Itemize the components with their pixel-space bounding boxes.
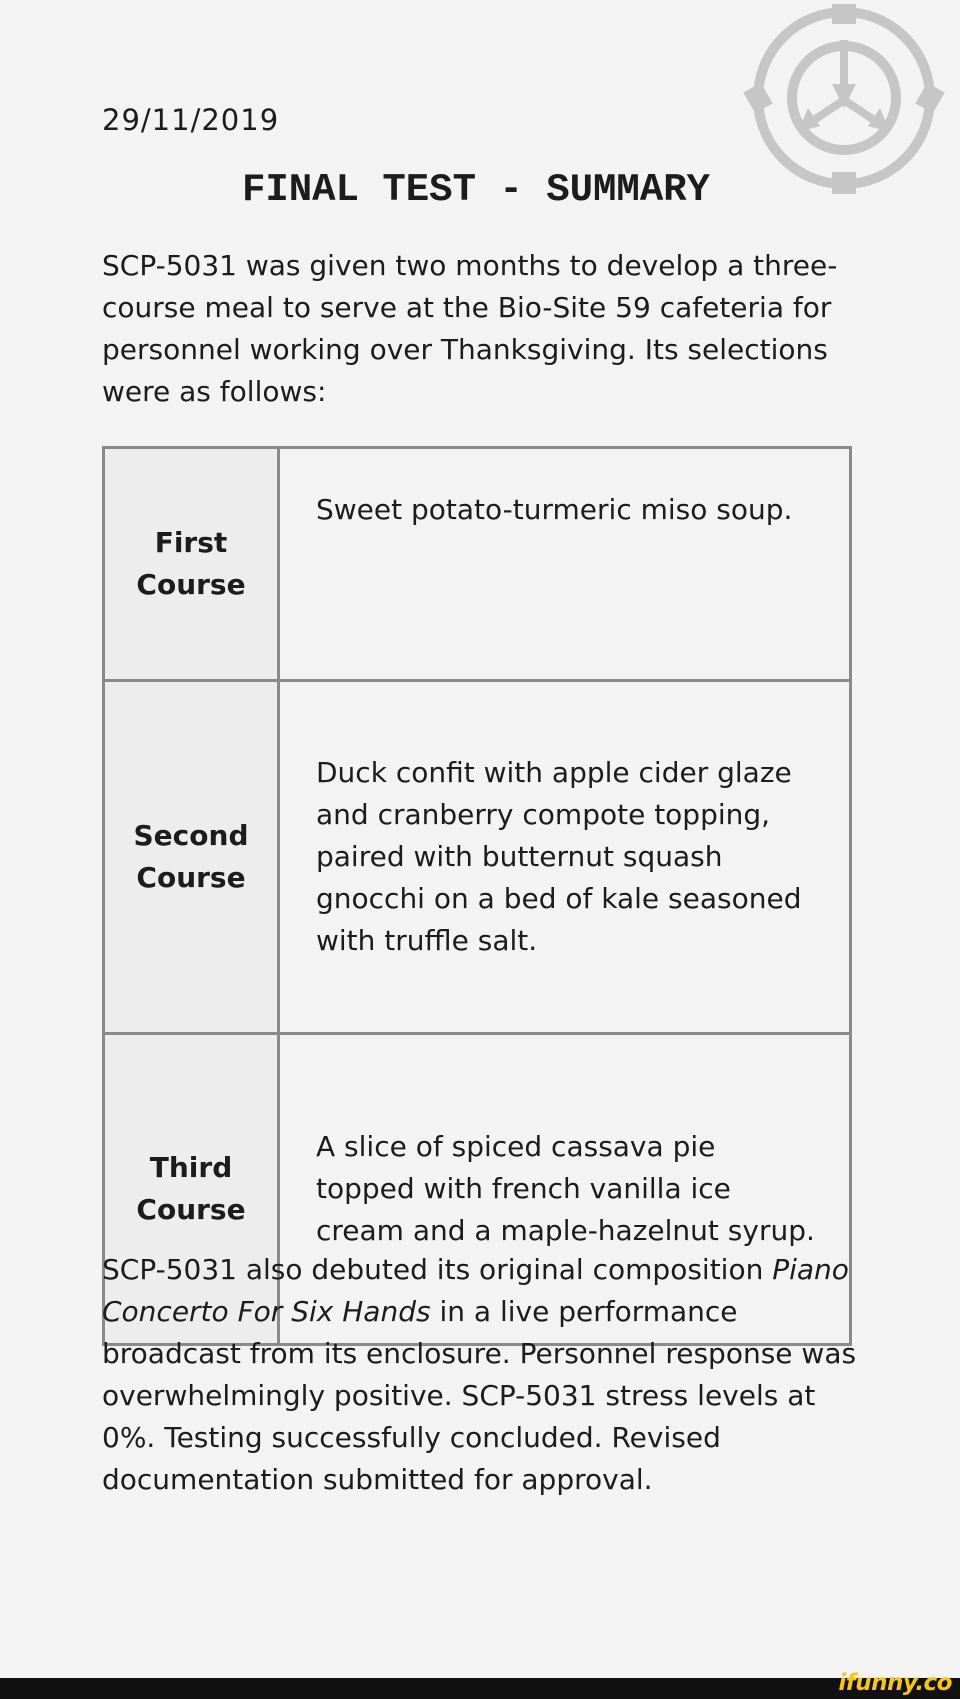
course-dish: Duck confit with apple cider glaze and cranberry compote topping, paired with butternut squash gnocchi on a bed of kale seasoned with truffle salt. [279,681,851,1034]
report-date: 29/11/2019 [102,103,280,137]
menu-table [102,446,852,1346]
ifunny-watermark: ifunny.co [838,1670,952,1696]
course-label: First Course [104,448,279,681]
table-row [104,448,851,681]
composition-title: Piano Concerto For Six Hands [102,1253,849,1328]
outro-text-start: SCP-5031 also debuted its original composition [102,1253,773,1286]
table-row [104,681,851,1034]
course-label: Second Course [104,681,279,1034]
page-title: FINAL TEST - SUMMARY [241,168,711,212]
outro-text-end: in a live performance broadcast from its enclosure. Personnel response was overwhelmingly positive. SCP-5031 stress levels at 0%. Testing successfully concluded. Revised documentation submitted for approval. [102,1295,857,1496]
course-label: Third Course [104,1034,279,1345]
course-dish: Sweet potato-turmeric miso soup. [279,448,851,681]
footer-bar [0,1670,960,1699]
course-dish: A slice of spiced cassava pie topped with french vanilla ice cream and a maple-hazelnut syrup. [279,1034,851,1345]
outro-paragraph [102,1249,862,1501]
intro-paragraph: SCP-5031 was given two months to develop a three-course meal to serve at the Bio-Site 59 cafeteria for personnel working over Thanksgiving. Its selections were as follows: [102,249,838,408]
